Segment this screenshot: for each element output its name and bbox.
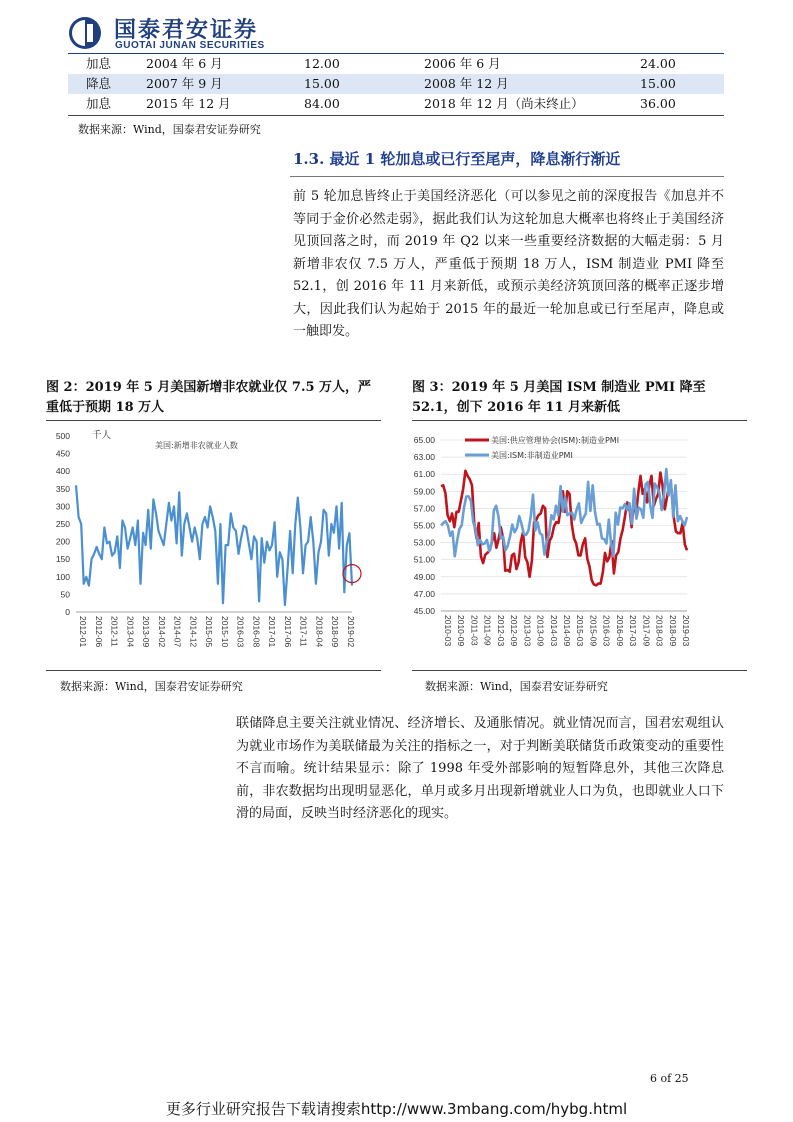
x-tick-label: 2018-03 <box>654 615 665 647</box>
table-cell-start: 2015 年 12 月 <box>146 96 231 111</box>
table-cell-value: 15.00 <box>304 76 340 91</box>
table-row <box>68 74 724 94</box>
figure3-bottom-rule <box>412 670 747 671</box>
table-cell-value: 15.00 <box>640 76 676 91</box>
y-tick-label: 65.00 <box>413 435 435 445</box>
y-tick-label: 0 <box>65 607 70 617</box>
x-tick-label: 2014-03 <box>548 615 559 647</box>
ism-pmi-chart <box>405 426 745 664</box>
x-tick-label: 2015-10 <box>219 616 230 648</box>
x-tick-label: 2018-09 <box>330 616 341 648</box>
figure2-title: 图 2：2019 年 5 月美国新增非农就业仅 7.5 万人，严重低于预期 18 万人 <box>46 380 372 415</box>
y-tick-label: 300 <box>55 501 70 512</box>
legend-label: 美国:新增非农就业人数 <box>155 441 238 450</box>
x-tick-label: 2017-09 <box>641 615 652 647</box>
y-tick-label: 59.00 <box>413 486 435 497</box>
rate-cycle-table <box>68 54 724 114</box>
x-tick-label: 2017-01 <box>267 616 278 648</box>
y-tick-label: 49.00 <box>413 571 435 582</box>
x-tick-label: 2014-02 <box>156 616 167 648</box>
x-tick-label: 2012-09 <box>509 615 520 647</box>
x-tick-label: 2019-02 <box>346 616 356 648</box>
brand-name-en: GUOTAI JUNAN SECURITIES <box>115 40 265 51</box>
body-paragraph: 联储降息主要关注就业情况、经济增长、及通胀情况。就业情况而言，国君宏观组认为就业市场作为美联储最为关注的指标之一，对于判断美联储货币政策变动的重要性不言而喻。统计结果显示：除了 1998 年受外部影响的短暂降息外，其他三次降息前，非农数据均出现明显恶化，单月或多月出现新增就业人口为负，也即就业人口下滑的局面，反映当时经济恶化的现实。 <box>236 716 724 821</box>
y-tick-label: 100 <box>55 571 70 582</box>
section-divider <box>290 176 724 177</box>
x-tick-label: 2010-03 <box>443 615 453 647</box>
figure2-bottom-rule <box>46 670 381 671</box>
table-row <box>68 94 724 114</box>
table-cell-end: 2006 年 6 月 <box>424 56 501 71</box>
y-axis-unit-label: 千人 <box>92 430 112 441</box>
x-tick-label: 2016-08 <box>251 616 262 648</box>
plot-area <box>56 431 356 647</box>
figure2-title-rule <box>46 420 381 421</box>
y-tick-label: 500 <box>55 431 70 441</box>
table-cell-value: 36.00 <box>640 96 676 111</box>
footer-download-link[interactable]: 更多行业研究报告下载请搜索http://www.3mbang.com/hybg.html <box>165 1100 628 1118</box>
y-tick-label: 57.00 <box>413 503 435 514</box>
x-tick-label: 2014-07 <box>172 616 183 648</box>
y-tick-label: 250 <box>55 519 70 529</box>
x-tick-label: 2016-03 <box>235 616 246 648</box>
table-cell-value: 12.00 <box>304 56 340 71</box>
x-tick-label: 2013-09 <box>141 616 152 648</box>
y-tick-label: 63.00 <box>413 452 435 463</box>
legend-label-ism: 美国:供应管理协会(ISM):制造业PMI <box>491 436 620 445</box>
series-line-0 <box>76 485 352 605</box>
x-tick-label: 2019-03 <box>681 615 691 647</box>
figure3-source-note: 数据来源：Wind，国泰君安证券研究 <box>425 680 608 693</box>
x-tick-label: 2018-09 <box>667 615 678 647</box>
x-tick-label: 2017-06 <box>282 616 293 648</box>
page-number: 6 of 25 <box>650 1072 689 1085</box>
section-paragraph: 前 5 轮加息皆终止于美国经济恶化（可以参见之前的深度报告《加息并不等同于金价必然走弱》，据此我们认为这轮加息大概率也将终止于美国经济见顶回落之时，而 2019 年 Q2 以来一些重要经济数据的大幅走弱：5 月新增非农仅 7.5 万人，严重低于预期 18 万人，ISM 制造业 PMI 降至 52.1，创 2016 年 11 月来新低，或预示美经济筑顶回落的概率正逐步增大，因此我们认为起始于 2015 年的最近一轮加息或已行至尾声，降息或一触即发。 <box>293 189 724 339</box>
x-tick-label: 2018-04 <box>314 616 325 648</box>
y-tick-label: 51.00 <box>413 554 435 565</box>
y-tick-label: 47.00 <box>413 588 435 599</box>
x-tick-label: 2015-03 <box>575 615 586 647</box>
y-tick-label: 61.00 <box>413 469 435 480</box>
figure3-title: 图 3：2019 年 5 月美国 ISM 制造业 PMI 降至 52.1，创下 2016 年 11 月来新低 <box>412 380 706 415</box>
x-tick-label: 2016-09 <box>614 615 625 647</box>
table-source-note: 数据来源：Wind，国泰君安证券研究 <box>78 123 261 136</box>
x-tick-label: 2012-11 <box>109 616 120 647</box>
x-tick-label: 2011-09 <box>482 615 493 646</box>
company-logo-icon <box>68 16 102 50</box>
y-tick-label: 55.00 <box>413 520 435 531</box>
y-tick-label: 50 <box>60 589 70 600</box>
x-tick-label: 2015-09 <box>588 615 599 647</box>
x-tick-label: 2013-09 <box>535 615 546 647</box>
x-tick-label: 2016-03 <box>601 615 612 647</box>
table-cell-end: 2008 年 12 月 <box>424 76 509 91</box>
brand-name-cn: 国泰君安证券 <box>114 18 259 43</box>
y-tick-label: 350 <box>55 483 70 494</box>
legend-label-non-manufacturing: 美国:ISM:非制造业PMI <box>491 451 573 460</box>
table-cell-value: 84.00 <box>304 96 340 111</box>
y-tick-label: 45.00 <box>413 606 435 616</box>
y-tick-label: 53.00 <box>413 537 435 548</box>
series-line-0 <box>441 471 687 586</box>
x-tick-label: 2014-09 <box>562 615 572 647</box>
y-tick-label: 450 <box>55 448 70 459</box>
table-bottom-rule <box>68 115 724 116</box>
x-tick-label: 2012-01 <box>78 616 88 648</box>
plot-area <box>414 435 691 646</box>
table-cell-value: 24.00 <box>640 56 676 71</box>
y-tick-label: 200 <box>55 536 70 547</box>
x-tick-label: 2012-06 <box>93 616 104 648</box>
table-cell-start: 2004 年 6 月 <box>146 56 223 71</box>
y-tick-label: 400 <box>55 466 70 477</box>
x-tick-label: 2015-05 <box>204 616 215 648</box>
table-cell-action: 加息 <box>86 56 112 71</box>
x-tick-label: 2017-03 <box>628 615 639 647</box>
x-tick-label: 2010-09 <box>456 615 467 647</box>
table-row <box>68 54 724 74</box>
x-tick-label: 2013-04 <box>125 616 136 648</box>
x-tick-label: 2017-11 <box>298 616 309 647</box>
x-tick-label: 2013-03 <box>522 615 533 647</box>
x-tick-label: 2014-12 <box>188 616 199 648</box>
table-cell-end: 2018 年 12 月（尚未终止） <box>424 96 584 111</box>
y-tick-label: 150 <box>55 554 70 565</box>
section-heading: 1.3. 最近 1 轮加息或已行至尾声，降息渐行渐近 <box>293 150 621 168</box>
x-tick-label: 2012-03 <box>495 615 506 647</box>
table-cell-action: 降息 <box>86 76 112 91</box>
table-cell-action: 加息 <box>86 96 112 111</box>
table-cell-start: 2007 年 9 月 <box>146 76 223 91</box>
figure2-source-note: 数据来源：Wind，国泰君安证券研究 <box>60 680 243 693</box>
nonfarm-payrolls-chart <box>40 426 380 664</box>
figure3-title-rule <box>412 420 747 421</box>
x-tick-label: 2011-03 <box>469 615 480 646</box>
